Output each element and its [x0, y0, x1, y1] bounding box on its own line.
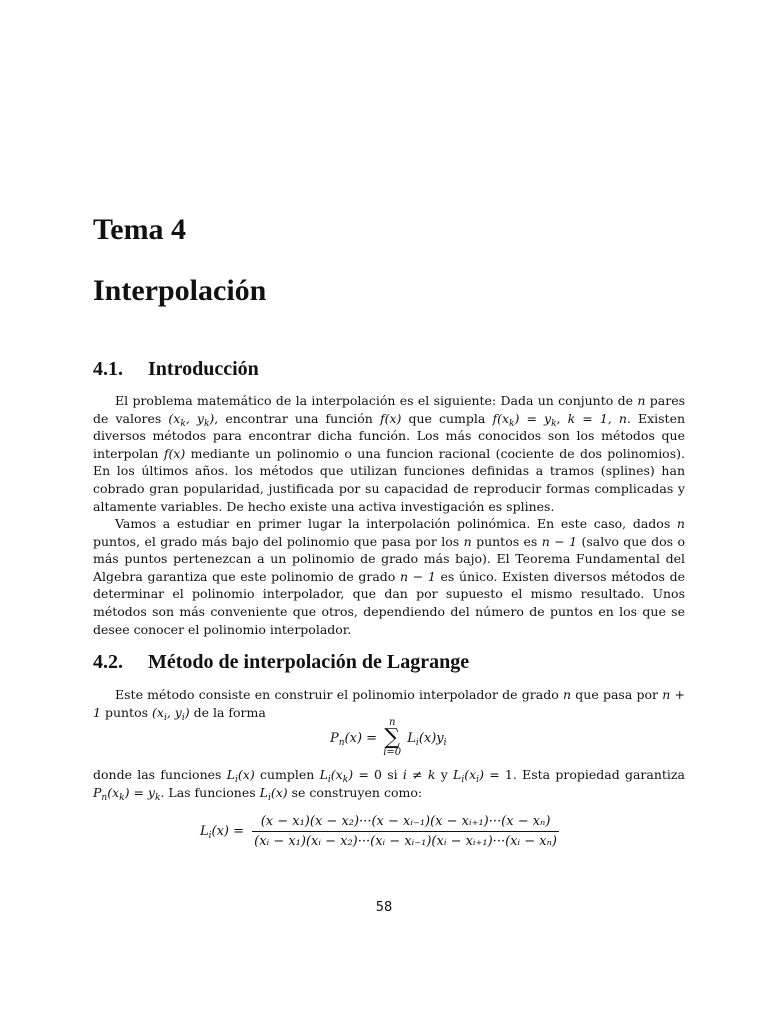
chapter-title: Interpolación: [93, 274, 267, 307]
intro-paragraph-2: Vamos a estudiar en primer lugar la interpolación polinómica. En este caso, dados n puntos, el grado más bajo del polinomio que pasa por los n puntos es n − 1 (salvo que dos o más puntos pertenezcan a un polinomio de grado más bajo). El Teorema Fundamental del Algebra garantiza que este polinomio de grado n − 1 es único. Existen diversos métodos de determinar el polinomio interpolador, que dan por supuesto el mismo resultado. Unos métodos son más conveniente que otros, dependiendo del número de puntos en los que se desee conocer el polinomio interpolador.: [93, 516, 685, 637]
section-title: Introducción: [148, 358, 259, 380]
section-heading-lagrange: [93, 650, 469, 674]
lagrange-paragraph-2: donde las funciones $L_i(x)$ cumplen $L_i(x_k) = 0$ si i ≠ k y $L_i(x_i) = 1$. Esta propiedad garantiza $P_n(x_k) = y_k$. Las funciones $L_i(x)$ se construyen como:: [93, 767, 685, 803]
section-number: 4.2.: [93, 651, 123, 673]
fraction-denominator: (xᵢ − x₁)(xᵢ − x₂)···(xᵢ − xᵢ₋₁)(xᵢ − xᵢ₊₁)···(xᵢ − xₙ): [254, 834, 557, 849]
intro-paragraph-1: El problema matemático de la interpolación es el siguiente: Dada un conjunto de n pares de valores ($x_k$, $y_k$), encontrar una función f(x) que cumpla $f(x_k) = y_k$, k = 1, n. Existen diversos métodos para encontrar dicha función. Los más conocidos son los métodos que interpolan f(x) mediante un polinomio o una funcion racional (cociente de dos polinomios). En los últimos años. los métodos que utilizan funciones definidas a tramos (splines) han cobrado gran popularidad, justificada por su capacidad de reproducir formas complicadas y altamente variables. De hecho existe una activa investigación es splines.: [93, 393, 686, 514]
lagrange-sum-formula: $P_n(x)$ = n ∑ i=0 $L_i(x)y_i$: [330, 717, 447, 758]
section-title: Método de interpolación de Lagrange: [148, 651, 470, 673]
page-number: 58: [375, 900, 393, 915]
section-number: 4.1.: [93, 358, 123, 380]
fraction-numerator: (x − x₁)(x − x₂)···(x − xᵢ₋₁)(x − xᵢ₊₁)···(x − xₙ): [252, 814, 559, 832]
section-heading-introduccion: [93, 357, 259, 381]
lagrange-paragraph-1: Este método consiste en construir el polinomio interpolador de grado n que pasa por n + 1 puntos ($x_i$, $y_i$) de la forma: [93, 687, 685, 723]
chapter-label: Tema 4: [93, 213, 187, 246]
lagrange-basis-formula: $L_i(x)$ = $\frac{\text{(x − x₁)(x − x₂)···(x − xᵢ₋₁)(x − xᵢ₊₁)···(x − xₙ)}}{\text{(xᵢ − x₁)(xᵢ − x₂)···(xᵢ − xᵢ₋₁)(xᵢ − xᵢ₊₁)···(xᵢ − xₙ)}}$: [200, 814, 557, 849]
